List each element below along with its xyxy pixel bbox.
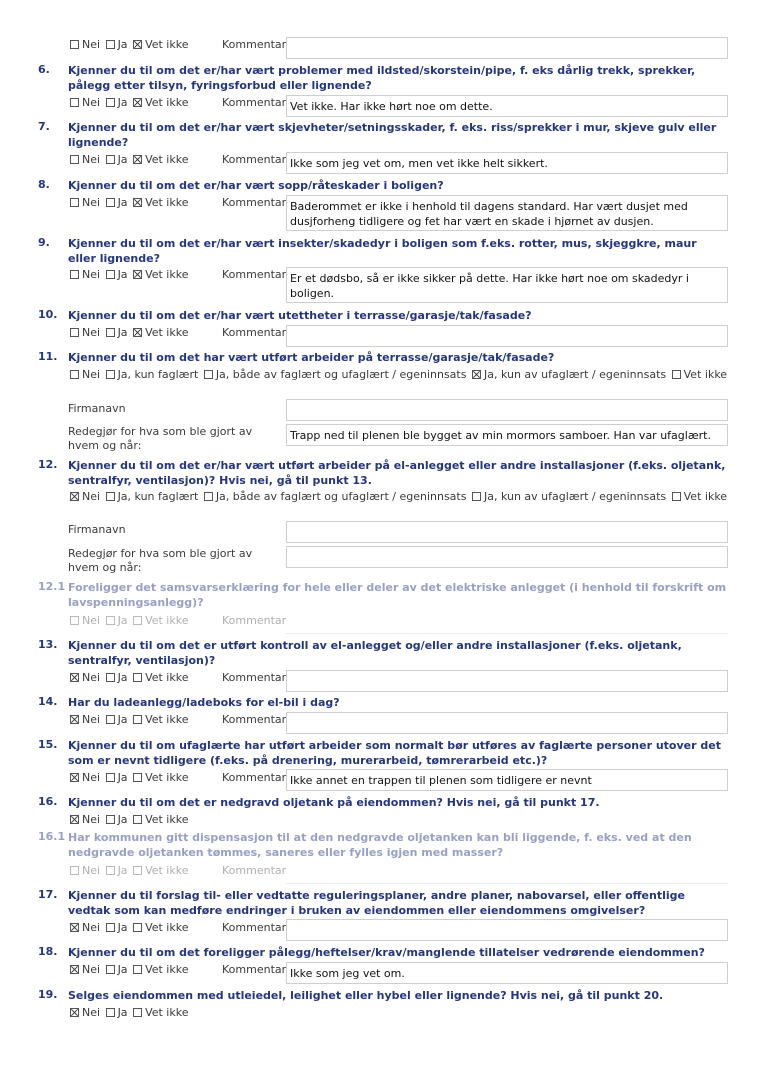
option-label-nei: Nei: [82, 368, 101, 381]
checkbox-ja-kun-ufaglaert[interactable]: [472, 370, 481, 379]
question-text: Foreligger det samsvarserklæring for hele eller deler av det elektriske anlegget (i henhold til forskrift om lavspenningsanlegg)?: [68, 581, 727, 609]
option-label-ja: Ja: [117, 614, 128, 627]
answer-options: [68, 368, 728, 382]
checkbox-nei[interactable]: [70, 198, 79, 207]
option-label-nei: Nei: [82, 921, 101, 934]
comment-field[interactable]: Ikke som jeg vet om, men vet ikke helt sikkert.: [286, 152, 728, 174]
checkbox-nei: [70, 866, 79, 875]
checkbox-vet-ikke: [133, 616, 142, 625]
kommentar-label: Kommentar: [222, 771, 287, 784]
option-label-ja: Ja: [117, 963, 128, 976]
answer-options: [68, 490, 728, 504]
checkbox-vet-ikke: [133, 866, 142, 875]
redegjor-label: Redegjør for hva som ble gjort av hvem og når:: [68, 547, 253, 574]
checkbox-ja[interactable]: [106, 715, 115, 724]
question-number: 7.: [38, 120, 50, 133]
checkbox-nei[interactable]: [70, 923, 79, 932]
checkbox-vet-ikke[interactable]: [133, 965, 142, 974]
option-label-vet-ikke: Vet ikke: [145, 813, 189, 826]
checkbox-ja[interactable]: [106, 98, 115, 107]
checkbox-ja[interactable]: [106, 673, 115, 682]
checkbox-vet-ikke[interactable]: [133, 270, 142, 279]
option-label-nei: Nei: [82, 326, 101, 339]
comment-field[interactable]: [286, 712, 728, 734]
question-text: Selges eiendommen med utleiedel, leilighet eller hybel eller lignende? Hvis nei, gå til punkt 20.: [68, 989, 664, 1002]
checkbox-nei[interactable]: [70, 328, 79, 337]
option-label-vet-ikke: Vet ikke: [145, 864, 189, 877]
question-number: 16.1: [38, 830, 66, 843]
question-number: 8.: [38, 178, 50, 191]
checkbox-ja-kun-faglaert[interactable]: [106, 370, 115, 379]
answer-options: [68, 196, 188, 209]
option-label-vet-ikke: Vet ikke: [145, 196, 189, 209]
question-number: 10.: [38, 308, 58, 321]
comment-field[interactable]: Ikke som jeg vet om.: [286, 962, 728, 984]
kommentar-label: Kommentar: [222, 671, 287, 684]
checkbox-ja: [106, 616, 115, 625]
comment-field[interactable]: Ikke annet en trappen til plenen som tidligere er nevnt: [286, 769, 728, 791]
option-label-vet-ikke: Vet ikke: [145, 153, 189, 166]
question-number: 14.: [38, 695, 58, 708]
option-label-vet-ikke: Vet ikke: [683, 490, 728, 503]
checkbox-ja-baade[interactable]: [204, 492, 213, 501]
checkbox-nei[interactable]: [70, 715, 79, 724]
question-text: Kjenner du til om det er/har vært problemer med ildsted/skorstein/pipe, f. eks dårlig trekk, sprekker, pålegg etter tilsyn, fyringsforbud eller lignende?: [68, 64, 696, 92]
kommentar-label: Kommentar: [222, 268, 287, 281]
checkbox-nei[interactable]: [70, 270, 79, 279]
checkbox-nei[interactable]: [70, 370, 79, 379]
option-label-vet-ikke: Vet ikke: [683, 368, 728, 381]
firmanavn-field[interactable]: [286, 521, 728, 543]
question-text: Kjenner du til om ufaglærte har utført arbeider som normalt bør utføres av faglærte personer utover det som er nevnt tidligere (f.eks. på drenering, murerarbeid, tømrerarbeid etc.)?: [68, 739, 721, 767]
disabled-comment-line: [286, 883, 728, 884]
checkbox-nei[interactable]: [70, 155, 79, 164]
option-label-vet-ikke: Vet ikke: [145, 268, 189, 281]
kommentar-label: Kommentar: [222, 326, 287, 339]
answer-options: [68, 963, 188, 976]
option-label-vet-ikke: Vet ikke: [145, 614, 189, 627]
option-label-nei: Nei: [82, 38, 101, 51]
checkbox-vet-ikke[interactable]: [133, 673, 142, 682]
checkbox-nei[interactable]: [70, 492, 79, 501]
kommentar-label: Kommentar: [222, 963, 287, 976]
option-label-vet-ikke: Vet ikke: [145, 963, 189, 976]
option-label-ja: Ja: [117, 771, 128, 784]
kommentar-label: Kommentar: [222, 196, 287, 209]
checkbox-ja-baade[interactable]: [204, 370, 213, 379]
checkbox-ja[interactable]: [106, 923, 115, 932]
option-label-nei: Nei: [82, 864, 101, 877]
question-number: 6.: [38, 63, 50, 76]
checkbox-vet-ikke[interactable]: [133, 328, 142, 337]
answer-options: [68, 1006, 188, 1019]
disabled-comment-line: [286, 633, 728, 634]
question-number: 19.: [38, 988, 58, 1001]
option-label-ja: Ja: [117, 268, 128, 281]
kommentar-label: Kommentar: [222, 38, 287, 51]
kommentar-label: Kommentar: [222, 96, 287, 109]
question-text: Kjenner du til om det foreligger pålegg/heftelser/krav/manglende tillatelser vedrørende eiendommen?: [68, 946, 705, 959]
question-number: 13.: [38, 638, 58, 651]
question-number: 12.1: [38, 580, 66, 593]
option-label-vet-ikke: Vet ikke: [145, 96, 189, 109]
checkbox-ja[interactable]: [106, 965, 115, 974]
question-text: Kjenner du til om det er/har vært insekter/skadedyr i boligen som f.eks. rotter, mus, skjeggkre, maur eller lignende?: [68, 237, 697, 265]
option-label-nei: Nei: [82, 614, 101, 627]
checkbox-vet-ikke[interactable]: [133, 715, 142, 724]
comment-field[interactable]: Vet ikke. Har ikke hørt noe om dette.: [286, 95, 728, 117]
option-label-ja: Ja: [117, 921, 128, 934]
option-label-ja-kun-faglaert: Ja, kun faglært: [117, 368, 199, 381]
checkbox-nei[interactable]: [70, 673, 79, 682]
checkbox-nei[interactable]: [70, 98, 79, 107]
checkbox-vet-ikke[interactable]: [133, 198, 142, 207]
question-number: 18.: [38, 945, 58, 958]
answer-options: [68, 614, 188, 627]
checkbox-ja: [106, 866, 115, 875]
option-label-nei: Nei: [82, 1006, 101, 1019]
answer-options: [68, 771, 188, 784]
checkbox-vet-ikke[interactable]: [133, 98, 142, 107]
checkbox-nei[interactable]: [70, 815, 79, 824]
answer-options: [68, 153, 188, 166]
checkbox-nei[interactable]: [70, 1008, 79, 1017]
comment-field[interactable]: [286, 37, 728, 59]
option-label-ja-kun-faglaert: Ja, kun faglært: [117, 490, 199, 503]
question-text: Kjenner du til om det er utført kontroll av el-anlegget og/eller andre installasjoner (f.eks. oljetank, sentralfyr, ventilasjon)?: [68, 639, 682, 667]
option-label-vet-ikke: Vet ikke: [145, 1006, 189, 1019]
checkbox-vet-ikke[interactable]: [133, 773, 142, 782]
question-text: Kjenner du til om det er/har vært utført arbeider på el-anlegget eller andre installasjoner (f.eks. oljetank, sentralfyr, ventilasjon)? Hvis nei, gå til punkt 13.: [68, 459, 726, 487]
option-label-ja: Ja: [117, 38, 128, 51]
checkbox-vet-ikke[interactable]: [133, 1008, 142, 1017]
kommentar-label: Kommentar: [222, 921, 287, 934]
option-label-nei: Nei: [82, 96, 101, 109]
option-label-ja: Ja: [117, 671, 128, 684]
question-text: Har kommunen gitt dispensasjon til at den nedgravde oljetanken kan bli liggende, f. eks. ved at den nedgravde oljetanken tømmes, saneres eller fylles igjen med masser?: [68, 831, 692, 859]
option-label-ja: Ja: [117, 196, 128, 209]
question-text: Har du ladeanlegg/ladeboks for el-bil i dag?: [68, 696, 340, 709]
option-label-nei: Nei: [82, 771, 101, 784]
checkbox-ja[interactable]: [106, 155, 115, 164]
option-label-vet-ikke: Vet ikke: [145, 713, 189, 726]
comment-field[interactable]: Er et dødsbo, så er ikke sikker på dette. Har ikke hørt noe om skadedyr i boligen.: [286, 267, 728, 303]
answer-options: [68, 326, 188, 339]
question-number: 15.: [38, 738, 58, 751]
answer-options: [68, 921, 188, 934]
kommentar-label: Kommentar: [222, 614, 287, 627]
option-label-ja-baade: Ja, både av faglært og ufaglært / egeninnsats: [215, 490, 467, 503]
question-number: 16.: [38, 795, 58, 808]
question-text: Kjenner du til om det er/har vært utettheter i terrasse/garasje/tak/fasade?: [68, 309, 532, 322]
checkbox-vet-ikke[interactable]: [133, 815, 142, 824]
firmanavn-label: Firmanavn: [68, 402, 126, 415]
option-label-vet-ikke: Vet ikke: [145, 771, 189, 784]
kommentar-label: Kommentar: [222, 864, 287, 877]
option-label-ja: Ja: [117, 864, 128, 877]
option-label-ja: Ja: [117, 153, 128, 166]
comment-field[interactable]: [286, 670, 728, 692]
answer-options: [68, 813, 188, 826]
checkbox-ja[interactable]: [106, 815, 115, 824]
checkbox-ja-kun-ufaglaert[interactable]: [472, 492, 481, 501]
checkbox-ja[interactable]: [106, 40, 115, 49]
option-label-vet-ikke: Vet ikke: [145, 38, 189, 51]
checkbox-ja[interactable]: [106, 773, 115, 782]
question-number: 11.: [38, 350, 58, 363]
answer-options: [68, 268, 188, 281]
checkbox-vet-ikke[interactable]: [133, 923, 142, 932]
answer-options: [68, 864, 188, 877]
option-label-nei: Nei: [82, 153, 101, 166]
option-label-nei: Nei: [82, 963, 101, 976]
option-label-vet-ikke: Vet ikke: [145, 921, 189, 934]
option-label-ja: Ja: [117, 713, 128, 726]
option-label-ja: Ja: [117, 1006, 128, 1019]
checkbox-ja[interactable]: [106, 198, 115, 207]
option-label-nei: Nei: [82, 713, 101, 726]
redegjor-label: Redegjør for hva som ble gjort av hvem og når:: [68, 425, 253, 452]
comment-field[interactable]: [286, 325, 728, 347]
checkbox-ja[interactable]: [106, 1008, 115, 1017]
question-number: 17.: [38, 888, 58, 901]
question-text: Kjenner du til om det er/har vært skjevheter/setningsskader, f. eks. riss/sprekker i mur, skjeve gulv eller lignende?: [68, 121, 717, 149]
option-label-nei: Nei: [82, 196, 101, 209]
option-label-vet-ikke: Vet ikke: [145, 326, 189, 339]
option-label-ja-kun-ufaglaert: Ja, kun av ufaglært / egeninnsats: [483, 490, 667, 503]
checkbox-nei[interactable]: [70, 40, 79, 49]
comment-field[interactable]: Baderommet er ikke i henhold til dagens standard. Har vært dusjet med dusjforheng tidligere og fet har vært en skade i hjørnet av dusjen.: [286, 195, 728, 231]
kommentar-label: Kommentar: [222, 713, 287, 726]
option-label-nei: Nei: [82, 490, 101, 503]
option-label-ja: Ja: [117, 96, 128, 109]
checkbox-ja[interactable]: [106, 270, 115, 279]
option-label-ja: Ja: [117, 326, 128, 339]
checkbox-nei[interactable]: [70, 965, 79, 974]
question-text: Kjenner du til om det er/har vært sopp/råteskader i boligen?: [68, 179, 444, 192]
question-text: Kjenner du til om det er nedgravd oljetank på eiendommen? Hvis nei, gå til punkt 17.: [68, 796, 600, 809]
checkbox-ja-kun-faglaert[interactable]: [106, 492, 115, 501]
comment-field[interactable]: [286, 919, 728, 941]
checkbox-vet-ikke[interactable]: [672, 492, 681, 501]
option-label-vet-ikke: Vet ikke: [145, 671, 189, 684]
checkbox-vet-ikke[interactable]: [133, 40, 142, 49]
answer-options: [68, 671, 188, 684]
firmanavn-field[interactable]: [286, 399, 728, 421]
checkbox-ja[interactable]: [106, 328, 115, 337]
option-label-ja: Ja: [117, 813, 128, 826]
question-number: 9.: [38, 236, 50, 249]
checkbox-nei[interactable]: [70, 773, 79, 782]
redegjor-field[interactable]: [286, 546, 728, 568]
kommentar-label: Kommentar: [222, 153, 287, 166]
question-text: Kjenner du til om det har vært utført arbeider på terrasse/garasje/tak/fasade?: [68, 351, 555, 364]
redegjor-field[interactable]: Trapp ned til plenen ble bygget av min mormors samboer. Han var ufaglært.: [286, 424, 728, 446]
option-label-nei: Nei: [82, 813, 101, 826]
option-label-nei: Nei: [82, 671, 101, 684]
answer-options: [68, 713, 188, 726]
firmanavn-label: Firmanavn: [68, 523, 126, 536]
answer-options: [68, 96, 188, 109]
option-label-ja-kun-ufaglaert: Ja, kun av ufaglært / egeninnsats: [483, 368, 667, 381]
checkbox-vet-ikke[interactable]: [133, 155, 142, 164]
checkbox-nei: [70, 616, 79, 625]
question-number: 12.: [38, 458, 58, 471]
question-text: Kjenner du til forslag til- eller vedtatte reguleringsplaner, andre planer, nabovarsel, eller offentlige vedtak som kan medføre endringer i bruken av eiendommen eller eiendommens omgivelser?: [68, 889, 685, 917]
checkbox-vet-ikke[interactable]: [672, 370, 681, 379]
option-label-nei: Nei: [82, 268, 101, 281]
answer-options: [68, 38, 188, 51]
option-label-ja-baade: Ja, både av faglært og ufaglært / egeninnsats: [215, 368, 467, 381]
